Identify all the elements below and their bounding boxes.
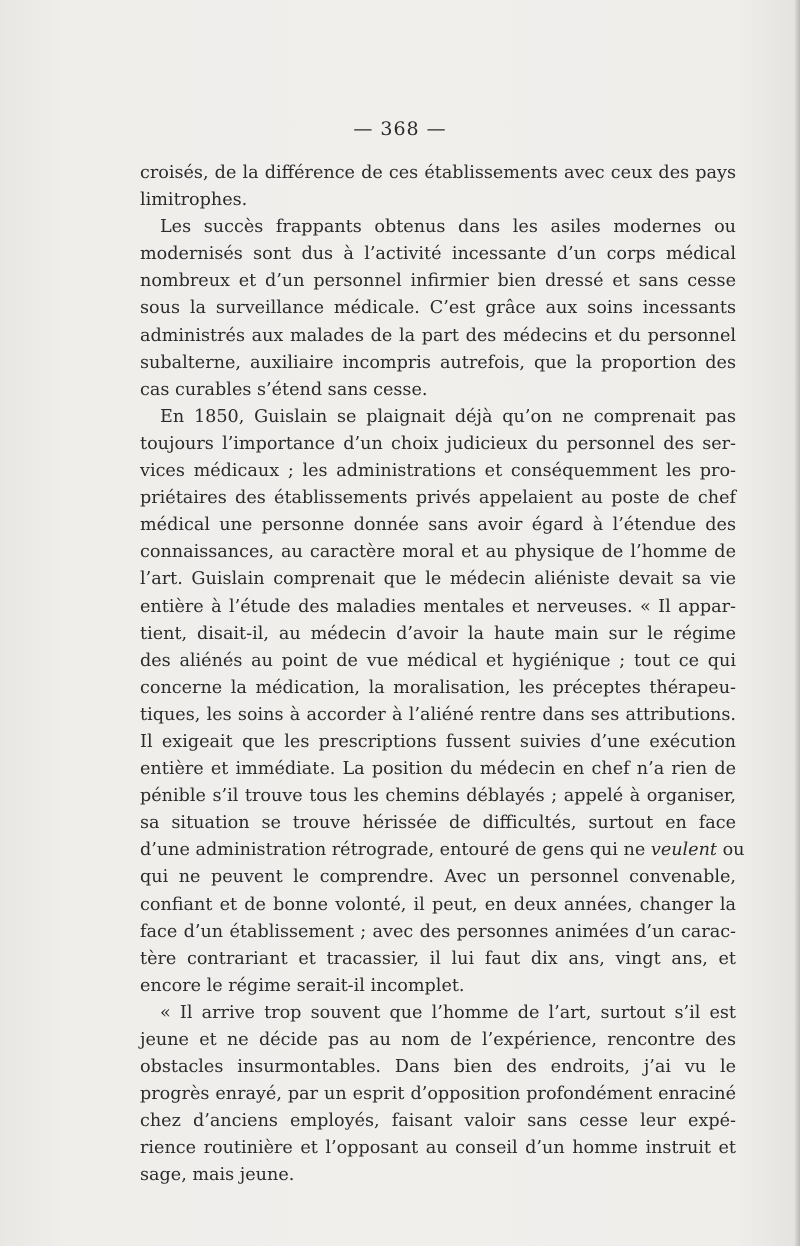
- text-line: qui ne peuvent le comprendre. Avec un personnel convenable,: [140, 867, 736, 888]
- paragraph-start-line: « Il arrive trop souvent que l’homme de l’art, surtout s’il est: [160, 1002, 736, 1023]
- text-line: priétaires des établissements privés appelaient au poste de chef: [140, 488, 736, 509]
- text-line: sa situation se trouve hérissée de difficultés, surtout en face: [140, 813, 736, 834]
- text-line: croisés, de la différence de ces établissements avec ceux des pays: [140, 163, 736, 183]
- text-line: médical une personne donnée sans avoir égard à l’étendue des: [140, 515, 736, 536]
- text-line: rience routinière et l’opposant au conseil d’un homme instruit et: [140, 1138, 736, 1159]
- text-line: modernisés sont dus à l’activité incessante d’un corps médical: [140, 244, 736, 265]
- text-line: tiques, les soins à accorder à l’aliéné rentre dans ses attributions.: [140, 704, 736, 725]
- text-line: face d’un établissement ; avec des personnes animées d’un carac-: [140, 921, 736, 942]
- text-line: concerne la médication, la moralisation, les préceptes thérapeu-: [140, 677, 736, 698]
- text-line: connaissances, au caractère moral et au physique de l’homme de: [140, 542, 736, 563]
- text-line: d’une administration rétrograde, entouré de gens qui ne veulent ou: [140, 840, 745, 861]
- emphasized-word: veulent: [650, 840, 717, 861]
- text-line: tère contrariant et tracassier, il lui faut dix ans, vingt ans, et: [140, 948, 736, 969]
- text-line: pénible s’il trouve tous les chemins déblayés ; appelé à organiser,: [140, 786, 736, 807]
- text-line: confiant et de bonne volonté, il peut, en deux années, changer la: [140, 894, 736, 915]
- text-line: limitrophes.: [140, 190, 248, 211]
- text-line: administrés aux malades de la part des médecins et du personnel: [140, 325, 736, 346]
- paragraph-start-line: Les succès frappants obtenus dans les asiles modernes ou: [160, 217, 736, 238]
- text-line: sage, mais jeune.: [140, 1165, 295, 1186]
- text-line: subalterne, auxiliaire incompris autrefois, que la proportion des: [140, 352, 736, 373]
- text-line: encore le régime serait-il incomplet.: [140, 975, 465, 996]
- text-line: tient, disait-il, au médecin d’avoir la haute main sur le régime: [140, 623, 736, 644]
- text-line: sous la surveillance médicale. C’est grâce aux soins incessants: [140, 298, 736, 319]
- text-line: l’art. Guislain comprenait que le médecin aliéniste devait sa vie: [140, 569, 736, 590]
- body-text: [140, 160, 745, 1190]
- text-line: entière à l’étude des maladies mentales et nerveuses. « Il appar-: [140, 596, 736, 617]
- text-line: entière et immédiate. La position du médecin en chef n’a rien de: [140, 759, 736, 780]
- text-line: nombreux et d’un personnel infirmier bien dressé et sans cesse: [140, 271, 736, 292]
- text-line: chez d’anciens employés, faisant valoir sans cesse leur expé-: [140, 1111, 736, 1132]
- text-line: des aliénés au point de vue médical et hygiénique ; tout ce qui: [140, 650, 736, 671]
- text-line: Il exigeait que les prescriptions fussent suivies d’une exécution: [140, 731, 736, 752]
- text-line: jeune et ne décide pas au nom de l’expérience, rencontre des: [140, 1030, 736, 1050]
- text-line: obstacles insurmontables. Dans bien des endroits, j’ai vu le: [140, 1057, 736, 1078]
- text-line: vices médicaux ; les administrations et conséquemment les pro-: [140, 461, 736, 482]
- text-line: cas curables s’étend sans cesse.: [140, 379, 428, 400]
- text-line: toujours l’importance d’un choix judicieux du personnel des ser-: [140, 433, 736, 454]
- paragraph-start-line: En 1850, Guislain se plaignait déjà qu’on ne comprenait pas: [160, 406, 736, 427]
- page-edge-shadow: [794, 0, 800, 1246]
- text-line: progrès enrayé, par un esprit d’opposition profondément enraciné: [140, 1084, 736, 1105]
- page-number: — 368 —: [353, 118, 447, 140]
